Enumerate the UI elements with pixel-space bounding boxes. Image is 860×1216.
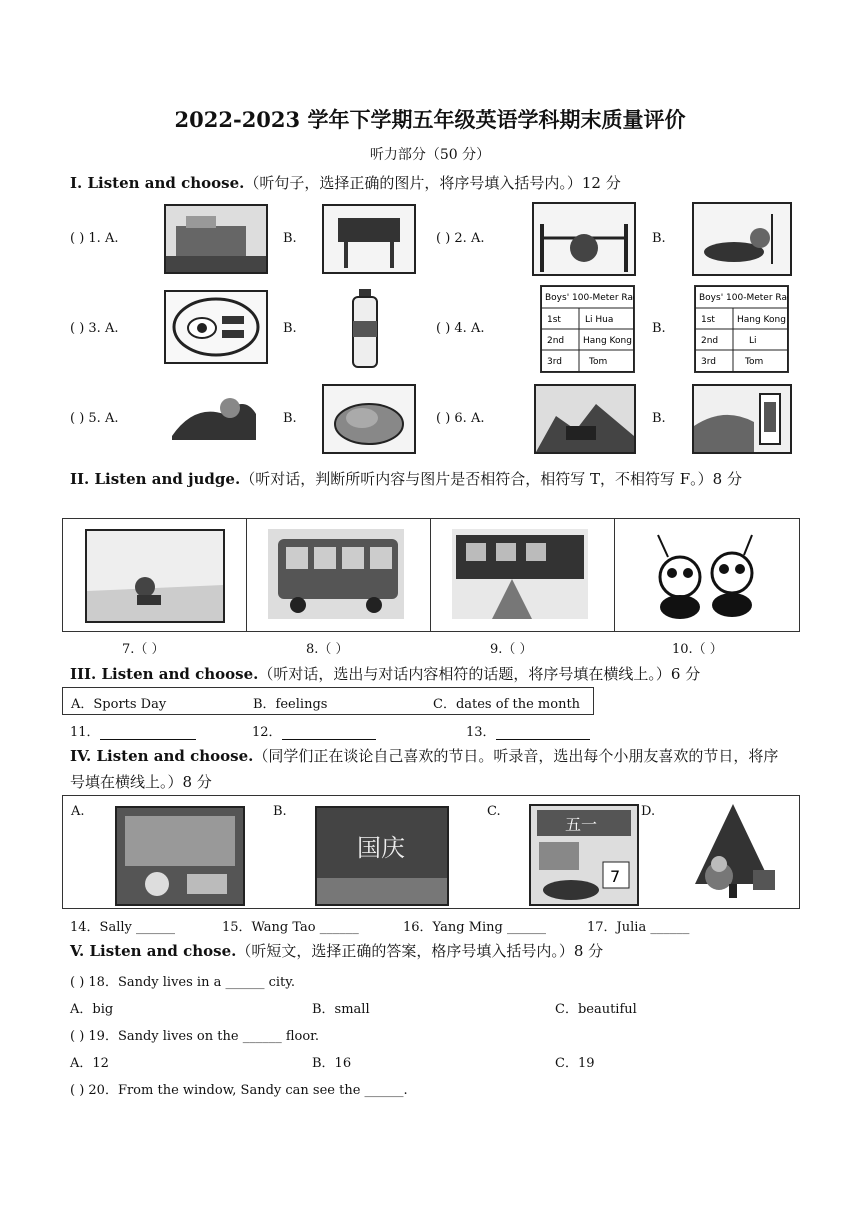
- q2-option-b-label: B.: [652, 231, 666, 246]
- q13-line: [496, 725, 590, 740]
- race-b-cell: 2nd: [701, 336, 719, 346]
- q12-line: [282, 725, 376, 740]
- q11-label: 11．: [70, 725, 100, 740]
- race-a-cell: Li Hua: [585, 315, 614, 325]
- section-3-options-box: [62, 687, 594, 715]
- q16-answer: 16．Yang Ming ______: [403, 920, 546, 935]
- q4-number: ( ) 4. A.: [436, 321, 485, 336]
- section-4-picture-box: [62, 795, 800, 909]
- race-b-cell: 1st: [701, 315, 715, 325]
- section-4-heading-cn: （同学们正在谈论自己喜欢的节日。听录音，选出每个小朋友喜欢的节日，将序号填在横线上。）8 分: [70, 747, 779, 791]
- q9-answer: 9.（ ）: [490, 642, 533, 657]
- q10-picture: [638, 527, 774, 621]
- race-a-cell: Hang Kong: [583, 336, 632, 346]
- q3-option-b-label: B.: [283, 321, 297, 336]
- q18-question: ( ) 18．Sandy lives in a ______ city.: [70, 975, 296, 990]
- section-2-heading-cn: （听对话，判断所听内容与图片是否相符合，相符写 T，不相符写 F。）8 分: [240, 470, 742, 488]
- page-subtitle: 听力部分（50 分）: [369, 147, 491, 163]
- q7-answer: 7.（ ）: [122, 642, 165, 657]
- q10-cell: [614, 519, 799, 631]
- q15-answer: 15．Wang Tao ______: [222, 920, 359, 935]
- q1-picture-a: [164, 204, 268, 274]
- q5-option-b-label: B.: [283, 411, 297, 426]
- q19-question: ( ) 19．Sandy lives on the ______ floor.: [70, 1029, 320, 1044]
- q11-blank: [70, 721, 196, 740]
- label-b: B.: [273, 804, 287, 819]
- q9-cell: [430, 519, 615, 631]
- option-a: A．Sports Day: [71, 697, 167, 712]
- q2-number: ( ) 2. A.: [436, 231, 485, 246]
- section-4-heading: [70, 743, 790, 795]
- q3-number: ( ) 3. A.: [70, 321, 119, 336]
- q12-blank: [252, 721, 376, 740]
- q19-option-c: C．19: [555, 1056, 595, 1071]
- race-a-cell: 1st: [547, 315, 561, 325]
- section-2-heading: [70, 466, 790, 492]
- label-c: C.: [487, 804, 501, 819]
- q1-picture-b: [322, 204, 416, 274]
- q2-picture-b: [692, 202, 792, 276]
- section-5-heading: [70, 938, 790, 964]
- q13-label: 13．: [466, 725, 496, 740]
- section-2-heading-en: II. Listen and judge.: [70, 470, 241, 488]
- q4-race-table-a: [540, 285, 635, 373]
- section-3-heading-en: III. Listen and choose.: [70, 665, 259, 683]
- section-3-heading: [70, 661, 790, 687]
- label-d: D.: [641, 804, 656, 819]
- section-5-heading-cn: （听短文，选择正确的答案，格序号填入括号内。）8 分: [236, 942, 604, 960]
- section-1-heading: [70, 170, 790, 196]
- q4-option-b-label: B.: [652, 321, 666, 336]
- q13-blank: [466, 721, 590, 740]
- q20-question: ( ) 20．From the window, Sandy can see the ______.: [70, 1083, 408, 1098]
- q17-answer: 17．Julia ______: [587, 920, 690, 935]
- race-b-cell: Hang Kong: [737, 315, 786, 325]
- q5-picture-b: [322, 384, 416, 454]
- festival-b-text: 国庆: [357, 834, 405, 862]
- q3-picture-a: [164, 290, 268, 364]
- race-a-cell: 3rd: [547, 357, 562, 367]
- q19-option-b: B．16: [312, 1056, 352, 1071]
- festival-c-text: 五一: [565, 815, 598, 834]
- page-title: 2022-2023 学年下学期五年级英语学科期末质量评价: [174, 107, 686, 132]
- q5-picture-a: [164, 384, 264, 450]
- q18-option-c: C．beautiful: [555, 1002, 637, 1017]
- race-a-cell: 2nd: [547, 336, 565, 346]
- q7-picture: [85, 529, 225, 623]
- race-b-cell: Li: [749, 336, 757, 346]
- q18-option-a: A．big: [70, 1002, 114, 1017]
- q12-label: 12．: [252, 725, 282, 740]
- q19-option-a: A．12: [70, 1056, 109, 1071]
- section-5-heading-en: V. Listen and chose.: [70, 942, 237, 960]
- section-4-heading-en: IV. Listen and choose.: [70, 747, 254, 765]
- race-b-cell: 3rd: [701, 357, 716, 367]
- section-3-heading-cn: （听对话，选出与对话内容相符的话题，将序号填在横线上。）6 分: [258, 665, 701, 683]
- q9-picture: [452, 529, 588, 619]
- section-1-heading-en: I. Listen and choose.: [70, 174, 245, 192]
- q14-answer: 14．Sally ______: [70, 920, 175, 935]
- q6-option-b-label: B.: [652, 411, 666, 426]
- q8-picture: [268, 529, 404, 619]
- option-b: B．feelings: [253, 697, 328, 712]
- section-1-heading-cn: （听句子，选择正确的图片，将序号填入括号内。）12 分: [244, 174, 621, 192]
- festival-picture-b: [315, 806, 449, 906]
- q11-line: [100, 725, 196, 740]
- q4-race-table-b: [694, 285, 789, 373]
- q8-answer: 8.（ ）: [306, 642, 349, 657]
- festival-c-number: 7: [610, 867, 621, 886]
- q2-picture-a: [532, 202, 636, 276]
- q6-picture-a: [534, 384, 636, 454]
- festival-picture-d: [679, 800, 787, 904]
- race-b-cell: Tom: [745, 357, 764, 367]
- q18-option-b: B．small: [312, 1002, 370, 1017]
- q7-cell: [63, 519, 247, 631]
- q5-number: ( ) 5. A.: [70, 411, 119, 426]
- q8-cell: [246, 519, 431, 631]
- label-a: A.: [71, 804, 85, 819]
- festival-picture-a: [115, 806, 245, 906]
- festival-picture-c: [529, 804, 639, 906]
- race-a-title: Boys' 100-Meter Race: [545, 293, 634, 303]
- q3-picture-b: [345, 287, 385, 369]
- q10-answer: 10.（ ）: [672, 642, 723, 657]
- race-b-title: Boys' 100-Meter Race: [699, 293, 788, 303]
- q6-picture-b: [692, 384, 792, 454]
- option-c: C．dates of the month: [433, 697, 581, 712]
- q6-number: ( ) 6. A.: [436, 411, 485, 426]
- q1-option-b-label: B.: [283, 231, 297, 246]
- q1-number: ( ) 1. A.: [70, 231, 119, 246]
- section-2-picture-box: [62, 518, 800, 632]
- race-a-cell: Tom: [589, 357, 608, 367]
